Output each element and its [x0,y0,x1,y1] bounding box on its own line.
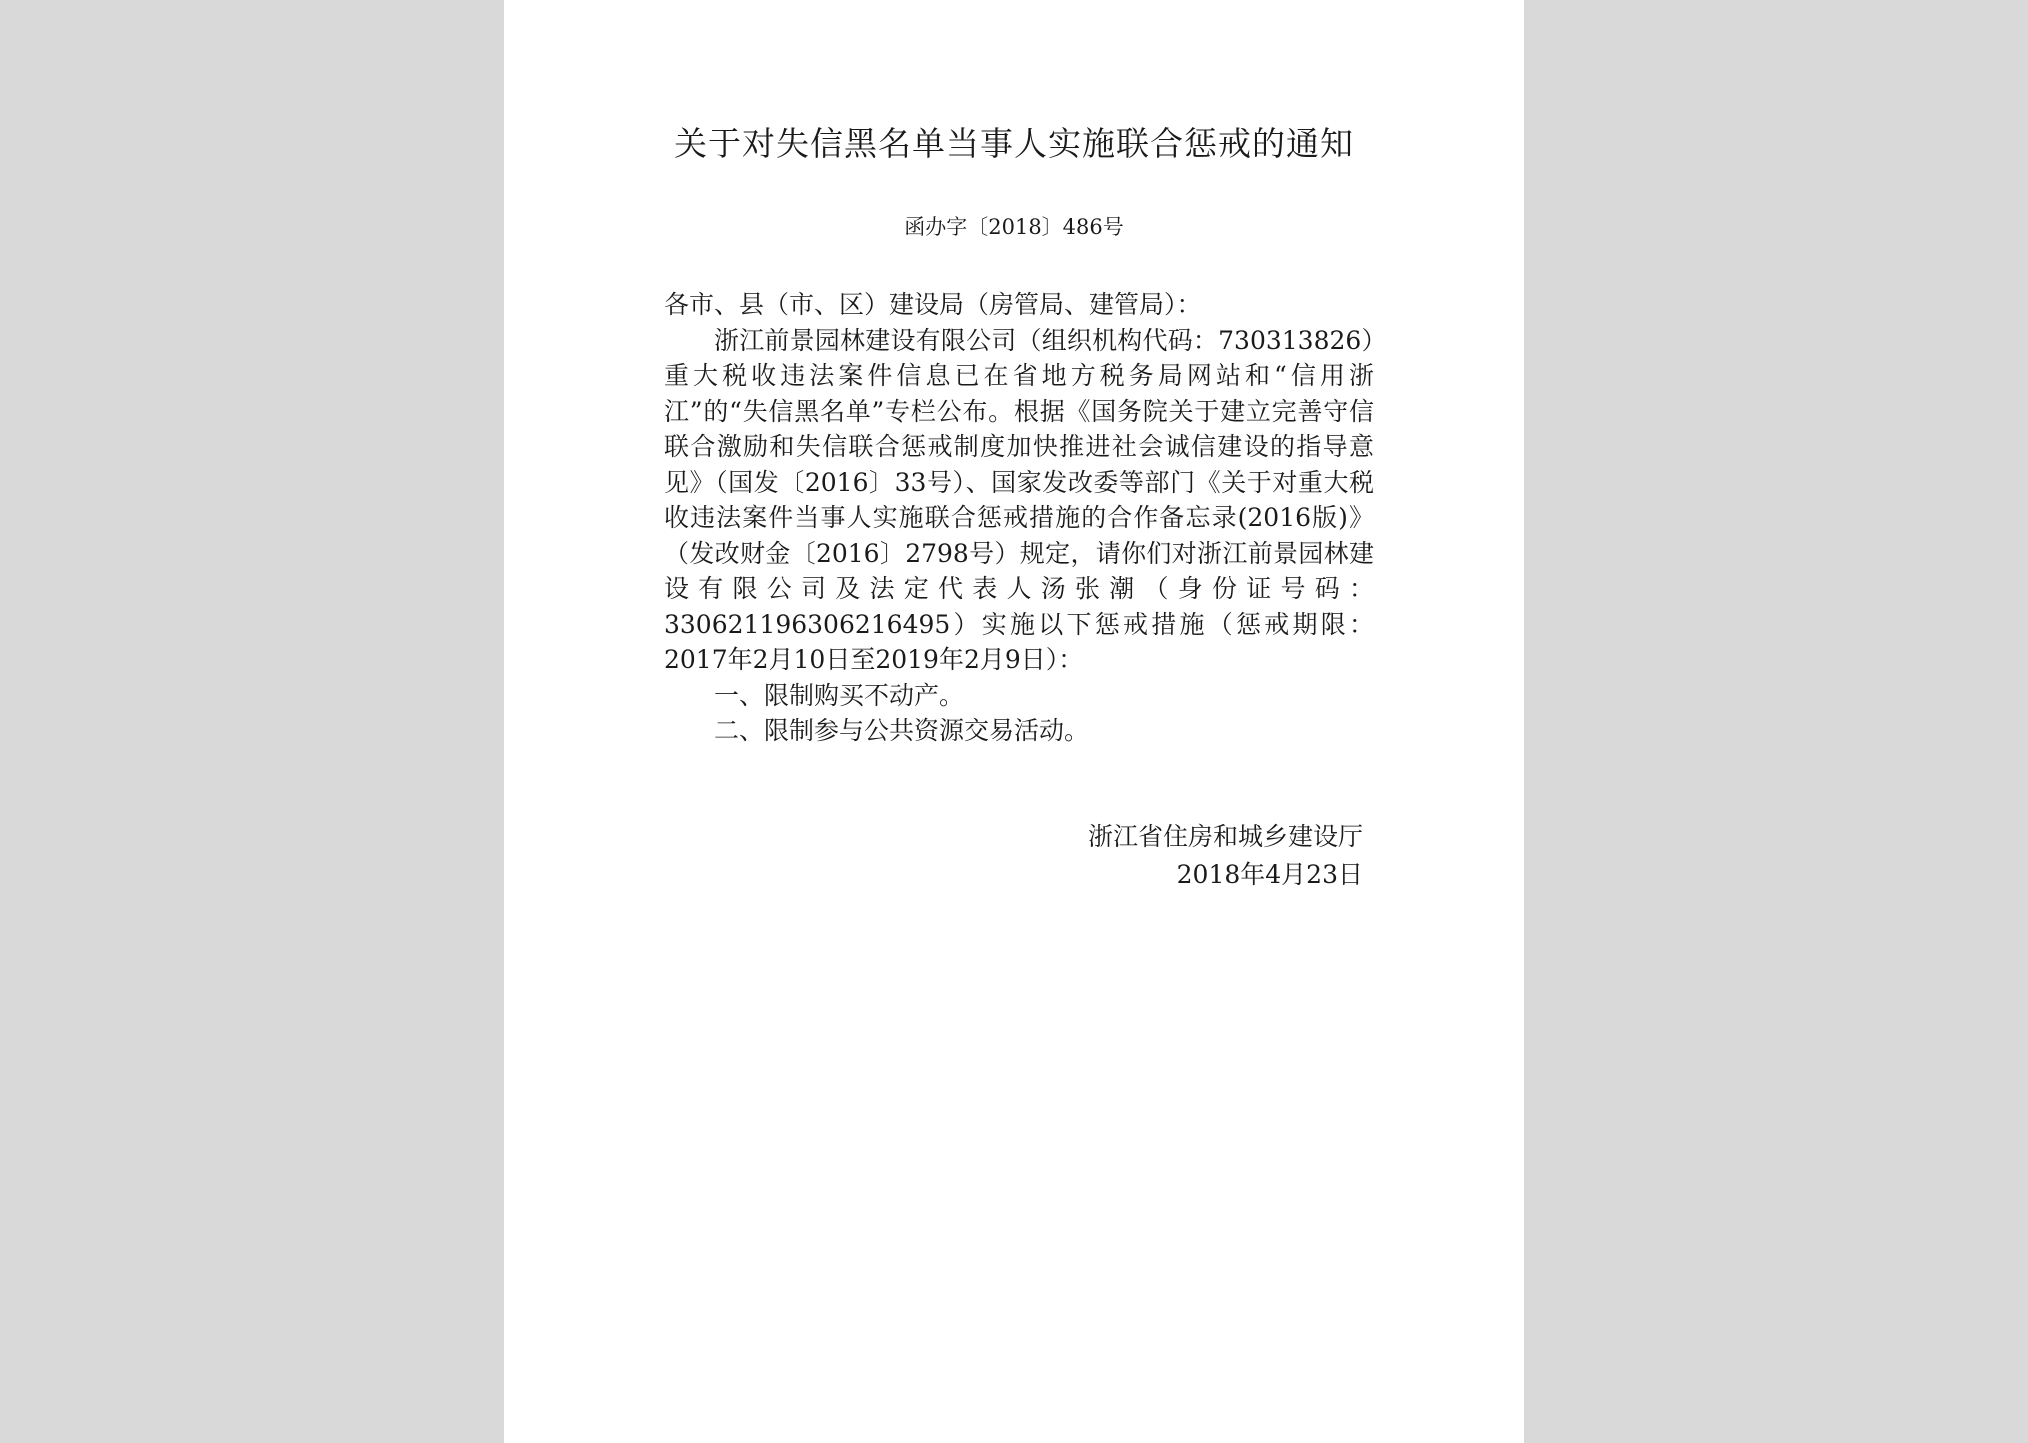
document-title: 关于对失信黑名单当事人实施联合惩戒的通知 [674,124,1354,163]
document-page [504,0,1524,1443]
document-number: 函办字〔2018〕486号 [904,215,1124,239]
signature-block [1088,818,1363,894]
main-paragraph: 浙江前景园林建设有限公司（组织机构代码：730313826）重大税收违法案件信息已在省地方税务局网站和“信用浙江”的“失信黑名单”专栏公布。根据《国务院关于建立完善守信联合激励和失信联合惩戒制度加快推进社会诚信建设的指导意见》（国发〔2016〕33号）、国家发改委等部门《关于对重大税收违法案件当事人实施联合惩戒措施的合作备忘录(2016版)》（发改财金〔2016〕2798号）规定，请你们对浙江前景园林建设有限公司及法定代表人汤张潮（身份证号码：330621196306216495）实施以下惩戒措施（惩戒期限：2017年2月10日至2019年2月9日）： [664,325,1374,674]
issuing-authority: 浙江省住房和城乡建设厅 [1087,822,1363,851]
document-body [664,287,1374,749]
addressee: 各市、县（市、区）建设局（房管局、建管局）： [664,290,1202,319]
issue-date: 2018年4月23日 [1176,860,1363,889]
measure-item-1: 一、限制购买不动产。 [714,680,965,710]
measure-item-2: 二、限制参与公共资源交易活动。 [714,716,1090,745]
